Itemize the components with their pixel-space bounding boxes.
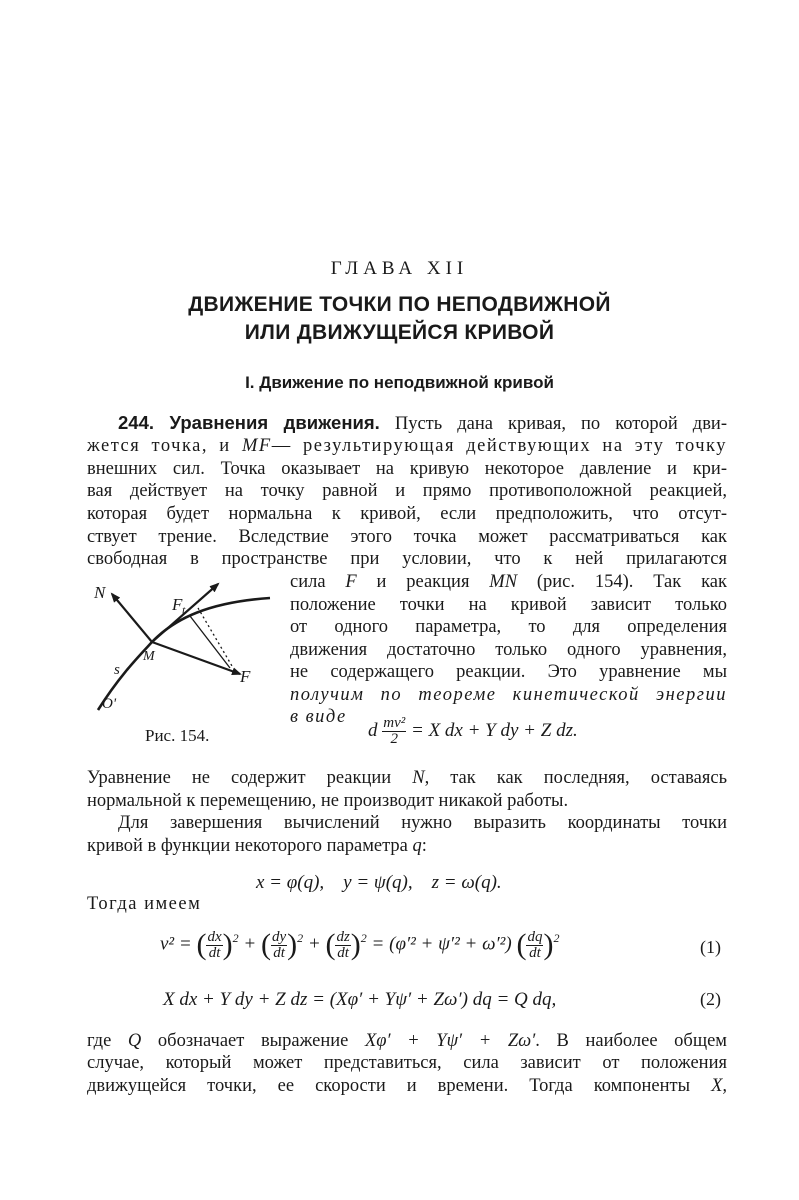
label-n: N (94, 583, 106, 602)
label-ft-sub: t (182, 603, 186, 617)
side-line4: движения достаточно только одного уравнения, (290, 640, 727, 660)
section-title: I. Движение по неподвижной кривой (245, 373, 554, 392)
projection-line (198, 608, 232, 666)
paragraph-244-line4: вая действует на точку равной и прямо противоположной реакцией, (87, 481, 727, 501)
equation-coordinates: x = φ(q), y = ψ(q), z = ω(q). (256, 872, 502, 893)
figure-caption: Рис. 154. (145, 726, 210, 745)
side-line2: положение точки на кривой зависит только (290, 595, 727, 615)
side-line7: в виде (290, 707, 347, 727)
text-last-line3: движущейся точки, ее скорости и времени. Тогда компоненты X, (87, 1076, 728, 1096)
side-line1: сила F и реакция MN (рис. 154). Так как (290, 572, 727, 592)
label-ft: F (172, 595, 183, 614)
label-f: F (240, 667, 251, 686)
paragraph-number: 244. Уравнения движения. (118, 412, 380, 433)
then-we-have: Тогда имеем (87, 894, 202, 914)
label-m: M (143, 649, 155, 664)
label-s: s (114, 662, 120, 678)
normal-reaction-arrow (112, 594, 152, 642)
side-line5: не содержащего реакции. Это уравнение мы (290, 662, 727, 682)
chapter-title-line2: ИЛИ ДВИЖУЩЕЙСЯ КРИВОЙ (244, 321, 555, 344)
figure-154 (80, 570, 280, 720)
label-o: O' (102, 696, 117, 712)
equation-2: X dx + Y dy + Z dz = (Xφ′ + Yψ′ + Zω′) dq = Q dq, (163, 989, 557, 1010)
text-after-line3: Для завершения вычислений нужно выразить координаты точки (118, 813, 727, 833)
equation-energy: d $\frac{\text{mv²}}{2}$ = X dx + Y dy + Z dz. (368, 715, 578, 747)
paragraph-244-line3: внешних сил. Точка оказывает на кривую некоторое давление и кри- (87, 459, 727, 479)
paragraph-244-line2: жется точка, и MF— результирующая действующих на эту точку (87, 436, 727, 456)
text-after-line1: Уравнение не содержит реакции N, так как последняя, оставаясь (87, 768, 728, 788)
force-arrow (152, 642, 240, 674)
paragraph-244-line6: ствует трение. Вследствие этого точка может рассматриваться как (87, 527, 727, 547)
text-after-line4: кривой в функции некоторого параметра q: (87, 836, 427, 856)
text-last-line2: случае, который может представиться, сила зависит от положения (87, 1053, 727, 1073)
equation-2-number: (2) (700, 989, 721, 1009)
equation-1: v² = ( $\frac{dx}{dt}$ )$^2$ + ( $\frac{dy}{dt}$ )$^2$ + ( $\frac{dz}{dt}$ )$^2$ = (φ′² + ψ′² + ω′²) ( $\frac{dq}{dt}$ )$^2$ (160, 928, 560, 961)
paragraph-244-line1: 244. Уравнения движения. Пусть дана кривая, по которой дви- (118, 412, 727, 434)
side-line6: получим по теореме кинетической энергии (290, 685, 727, 705)
projection-line-2 (190, 616, 230, 668)
paragraph-244-line7: свободная в пространстве при условии, что к ней прилагаются (87, 549, 727, 569)
chapter-title-line1: ДВИЖЕНИЕ ТОЧКИ ПО НЕПОДВИЖНОЙ (188, 293, 611, 316)
chapter-label: ГЛАВА XII (330, 258, 469, 279)
text-last-line1: где Q обозначает выражение Xφ′ + Yψ′ + Zω′. В наиболее общем (87, 1031, 727, 1051)
side-line3: от одного параметра, то для определения (290, 617, 727, 637)
text-after-line2: нормальной к перемещению, не производит никакой работы. (87, 791, 569, 811)
equation-1-number: (1) (700, 937, 721, 957)
paragraph-244-line5: которая будет нормальна к кривой, если предположить, что отсут- (87, 504, 727, 524)
